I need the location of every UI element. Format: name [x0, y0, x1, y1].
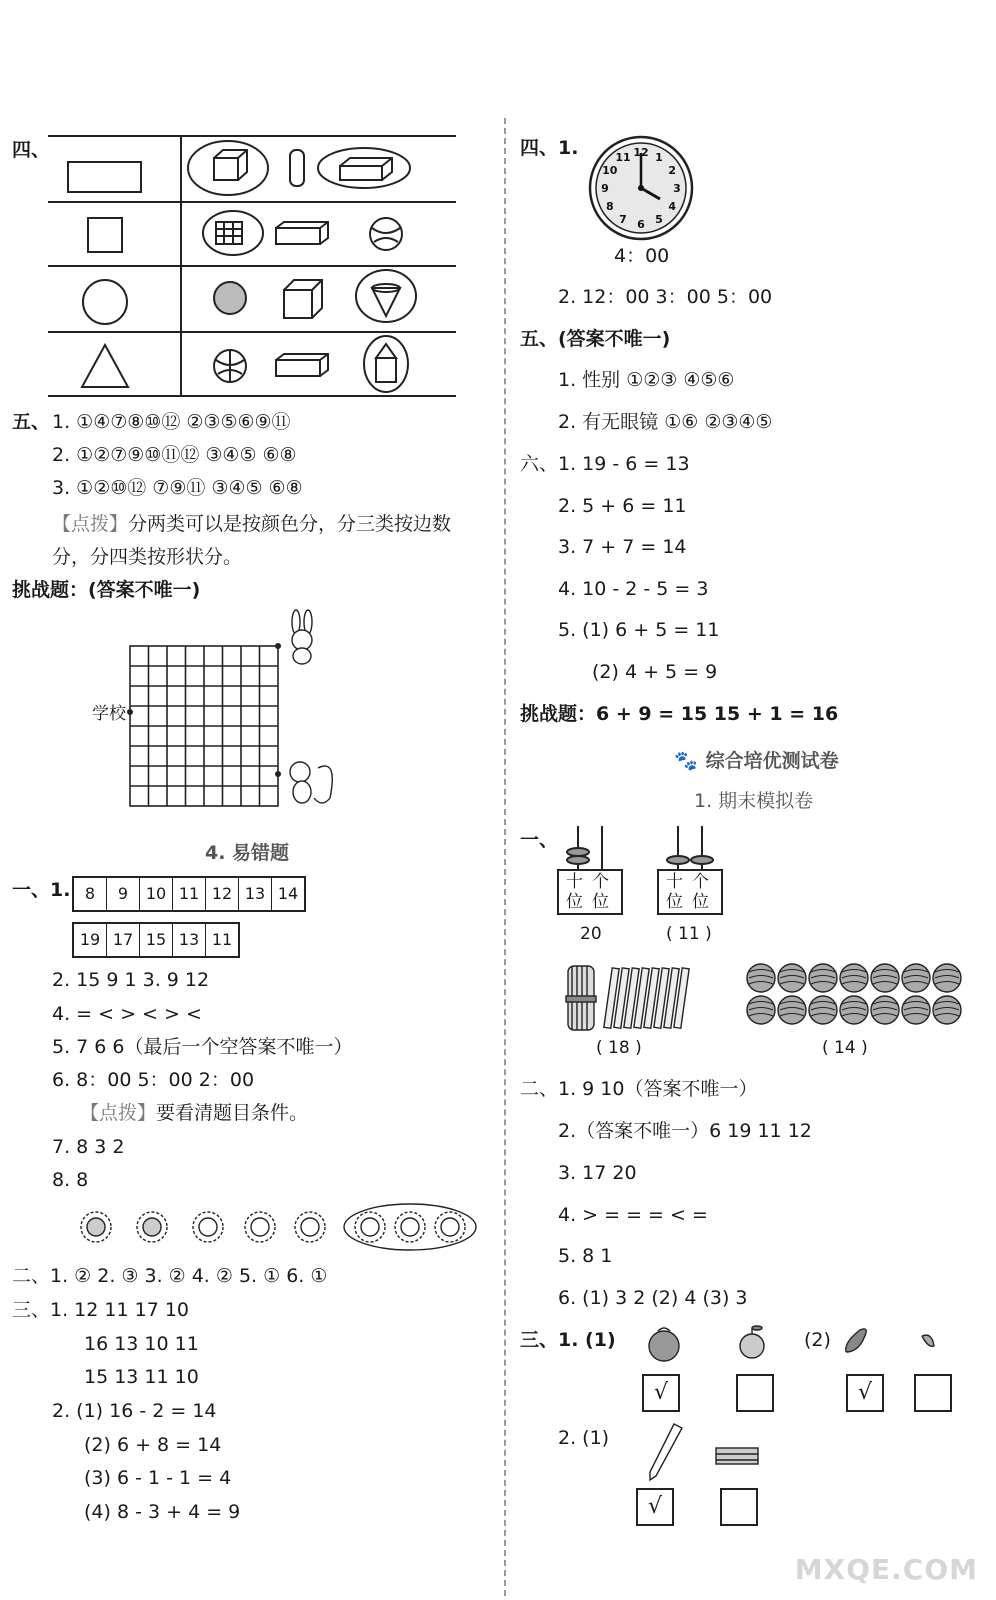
r4-q2: 2. 12：00 3：00 5：00	[558, 286, 773, 308]
ball-icon	[809, 996, 837, 1024]
sticks-illustration	[560, 960, 700, 1036]
number-cell: 15	[140, 924, 173, 956]
errors-q5: 5. 7 6 6（最后一个空答案不唯一）	[52, 1036, 353, 1058]
s5-hint	[52, 512, 451, 536]
q6-hint-tag: 【点拨】	[80, 1102, 157, 1124]
balls-illustration	[746, 962, 966, 1026]
exam-p2-3: 3. 17 20	[558, 1162, 637, 1184]
r6-q5-1: 5. (1) 6 + 5 = 11	[558, 619, 720, 641]
number-cell: 12	[206, 878, 239, 910]
abacus-2-ge: 个位	[692, 872, 709, 912]
exam-p3-sub2: (2)	[804, 1329, 831, 1351]
errors-q6: 6. 8：00 5：00 2：00	[52, 1069, 255, 1091]
flowers-illustration	[76, 1200, 486, 1254]
errors-q7: 7. 8 3 2	[52, 1136, 125, 1158]
ball-icon	[778, 964, 806, 992]
ball-icon	[902, 964, 930, 992]
clock-number: 8	[605, 200, 614, 213]
s5-hint-line-2: 分，分四类按形状分。	[52, 546, 243, 568]
shape-classification-table	[48, 134, 458, 398]
errors-part3-row2: 16 13 10 11	[84, 1333, 199, 1355]
errors-q4: 4. = < > < > <	[52, 1003, 202, 1025]
checkbox-tomato[interactable]: √	[642, 1374, 680, 1412]
errors-q2: 2. 15 9 1 3. 9 12	[52, 969, 210, 991]
errors-part3-q2-3: (3) 6 - 1 - 1 = 4	[84, 1467, 232, 1489]
exam-p2-1: 二、1. 9 10（答案不唯一）	[520, 1078, 758, 1100]
hint-text-1: 分两类可以是按颜色分，分三类按边数	[128, 513, 452, 535]
exam-heading: 🐾 综合培优测试卷	[674, 750, 839, 772]
r5-q2: 2. 有无眼镜 ①⑥ ②③④⑤	[558, 411, 773, 433]
r-section-4-label: 四、1.	[520, 137, 579, 159]
r5-q1: 1. 性别 ①②③ ④⑤⑥	[558, 369, 735, 391]
section-4-label: 四、	[12, 139, 51, 161]
clock-number: 5	[655, 213, 663, 227]
clock-number: 6	[637, 218, 645, 231]
fruit-veg-illustration	[636, 1322, 956, 1366]
r6-q4: 4. 10 - 2 - 5 = 3	[558, 578, 709, 600]
squirrel-icon	[290, 762, 332, 803]
balls-value: ( 14 )	[822, 1038, 868, 1058]
exam-p3-q2: 2. (1)	[558, 1427, 610, 1449]
number-cell: 13	[173, 924, 206, 956]
exam-p3-label: 三、1. (1)	[520, 1329, 616, 1351]
ball-icon	[747, 996, 775, 1024]
number-row-2	[72, 922, 240, 958]
pencil-eraser-illustration	[640, 1420, 770, 1482]
ball-icon	[809, 964, 837, 992]
errors-part3-q2-4: (4) 8 - 3 + 4 = 9	[84, 1501, 241, 1523]
clock-number: 9	[601, 182, 609, 195]
watermark: MXQE.COM	[794, 1553, 978, 1586]
clock-number: 12	[633, 146, 649, 159]
r6-q3: 3. 7 + 7 = 14	[558, 536, 687, 558]
hint-tag: 【点拨】	[52, 513, 129, 535]
checkbox-eggplant[interactable]: √	[846, 1374, 884, 1412]
exam-p2-5: 5. 8 1	[558, 1245, 613, 1267]
clock-time: 4：00	[614, 245, 670, 267]
rabbit-icon	[292, 610, 312, 664]
errors-part3-q2-1: 2. (1) 16 - 2 = 14	[52, 1400, 217, 1422]
school-label: 学校	[92, 704, 126, 724]
ball-icon	[840, 964, 868, 992]
exam-p1-label: 一、	[520, 829, 559, 851]
errors-part2: 二、1. ② 2. ③ 3. ② 4. ② 5. ① 6. ①	[12, 1265, 328, 1287]
ball-icon	[840, 996, 868, 1024]
r6-q5-2: (2) 4 + 5 = 9	[592, 661, 718, 683]
column-divider	[504, 118, 506, 1596]
r-section-5-label: 五、(答案不唯一)	[520, 328, 671, 350]
abacus-1-value: 20	[580, 924, 602, 944]
ball-icon	[747, 964, 775, 992]
errors-part3-row3: 15 13 11 10	[84, 1366, 199, 1388]
s5-line-1: 1. ①④⑦⑧⑩⑫ ②③⑤⑥⑨⑪	[52, 411, 291, 433]
ball-icon	[871, 964, 899, 992]
exam-subheading: 1. 期末模拟卷	[694, 790, 814, 812]
sticks-value: ( 18 )	[596, 1038, 642, 1058]
clock-face	[588, 135, 694, 241]
number-cell: 10	[140, 878, 173, 910]
number-cell: 14	[277, 884, 299, 903]
errors-q6-hint	[80, 1101, 308, 1125]
section-5-label: 五、	[12, 411, 51, 433]
ball-icon	[902, 996, 930, 1024]
clock-number: 2	[668, 164, 677, 177]
checkbox-pencil[interactable]: √	[636, 1488, 674, 1526]
challenge-title: 挑战题：(答案不唯一)	[12, 579, 201, 601]
errors-q1-label: 一、1.	[12, 879, 71, 901]
exam-p2-2: 2.（答案不唯一）6 19 11 12	[558, 1120, 812, 1142]
errors-part3-q2-2: (2) 6 + 8 = 14	[84, 1434, 222, 1456]
number-cell: 17	[107, 924, 140, 956]
errors-q8: 8. 8	[52, 1169, 89, 1191]
s5-line-2: 2. ①②⑦⑨⑩⑪⑫ ③④⑤ ⑥⑧	[52, 444, 297, 466]
checkbox-eraser[interactable]	[720, 1488, 758, 1526]
r6-q2: 2. 5 + 6 = 11	[558, 495, 687, 517]
abacus-2-value: ( 11 )	[666, 924, 712, 944]
number-row-1	[72, 876, 306, 912]
r6-challenge: 挑战题：6 + 9 = 15 15 + 1 = 16	[520, 703, 839, 725]
number-cell: 8	[74, 878, 107, 910]
errors-title: 4. 易错题	[205, 842, 290, 864]
clock-number: 7	[619, 213, 627, 227]
ball-icon	[778, 996, 806, 1024]
q6-hint-text: 要看清题目条件。	[156, 1102, 309, 1124]
s5-line-3: 3. ①②⑩⑫ ⑦⑨⑪ ③④⑤ ⑥⑧	[52, 477, 303, 499]
abacus-1-ge: 个位	[592, 872, 609, 912]
clock-number: 1	[655, 150, 663, 164]
checkbox-bean[interactable]	[914, 1374, 952, 1412]
checkbox-orange[interactable]	[736, 1374, 774, 1412]
abacus-1-shi: 十位	[566, 872, 583, 912]
number-cell: 19	[74, 924, 107, 956]
abacus-2-shi: 十位	[666, 872, 683, 912]
number-cell: 11	[211, 930, 233, 949]
exam-p2-6: 6. (1) 3 2 (2) 4 (3) 3	[558, 1287, 748, 1309]
ball-icon	[933, 964, 961, 992]
clock-number: 10	[602, 164, 618, 177]
number-cell: 11	[173, 878, 206, 910]
number-cell: 9	[107, 878, 140, 910]
clock-number: 11	[615, 150, 631, 164]
ball-icon	[933, 996, 961, 1024]
paw-icon: 🐾	[674, 750, 698, 772]
errors-part3-row1: 三、1. 12 11 17 10	[12, 1299, 189, 1321]
number-cell: 13	[239, 878, 272, 910]
exam-p2-4: 4. > = = = < =	[558, 1204, 708, 1226]
clock-number: 4	[668, 200, 677, 213]
clock-number: 3	[673, 182, 681, 195]
r6-q1: 六、1. 19 - 6 = 13	[520, 453, 690, 475]
ball-icon	[871, 996, 899, 1024]
